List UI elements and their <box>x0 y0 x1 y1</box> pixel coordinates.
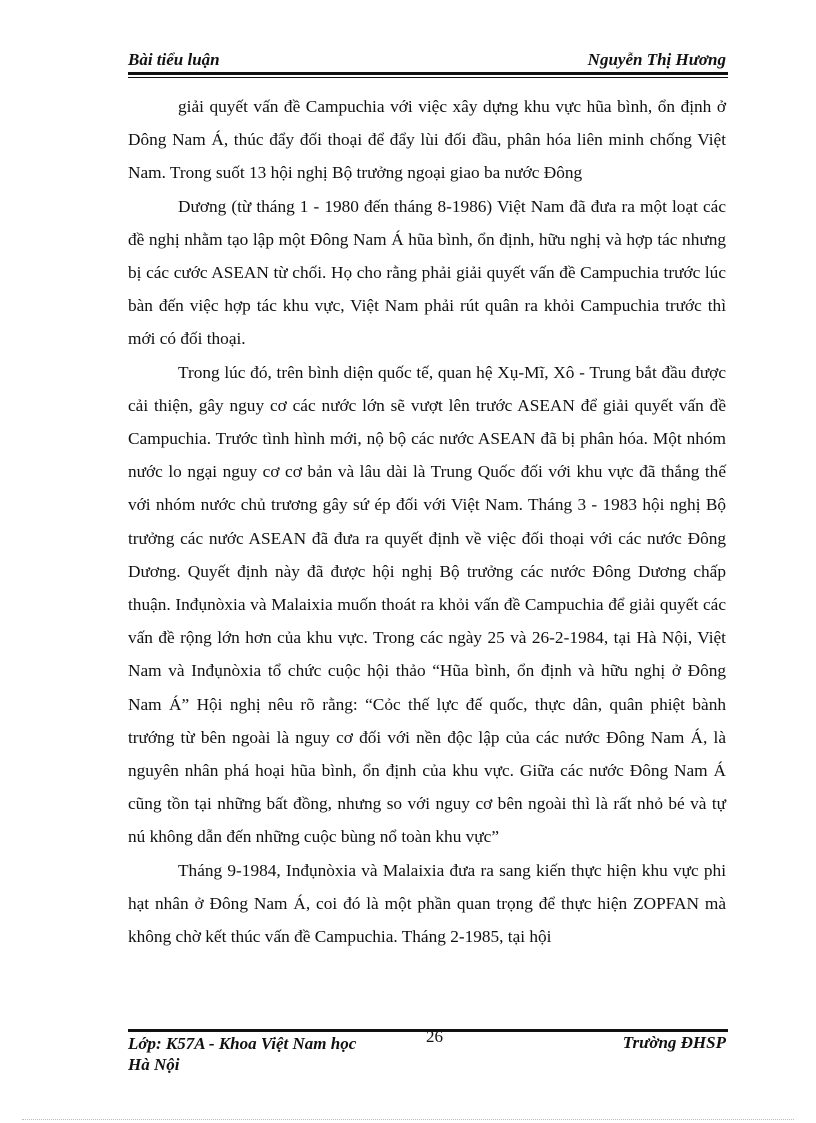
paragraph: Trong lúc đó, trên bình diện quốc tế, quan hệ Xụ-Mĩ, Xô - Trung bắt đầu được cải thiện, gây nguy cơ các nước lớn sẽ vượt lên trước ASEAN để giải quyết vấn đề Campuchia. Trước tình hình mới, nộ bộ các nước ASEAN đã bị phân hóa. Một nhóm nước lo ngại nguy cơ cơ bản và lâu dài là Trung Quốc đối với khu vực đã thắng thế với nhóm nước chủ trương gây sứ ép đối với Việt Nam. Tháng 3 - 1983 hội nghị Bộ trưởng các nước ASEAN đã đưa ra quyết định về việc đối thoại với các nước Đông Dương. Quyết định này đã được hội nghị Bộ trưởng các nước Đông Dương chấp thuận. Inđụnòxia và Malaixia muốn thoát ra khỏi vấn đề Campuchia để giải quyết các vấn đề rộng lớn hơn của khu vực. Trong các ngày 25 và 26-2-1984, tại Hà Nội, Việt Nam và Inđụnòxia tổ chức cuộc hội thảo “Hũa bình, ổn định và hữu nghị ở Đông Nam Á” Hội nghị nêu rõ rằng: “Cỏc thế lực đế quốc, thực dân, quân phiệt bành trướng từ bên ngoài là nguy cơ đối với nền độc lập của các nước Đông Nam Á, là nguyên nhân phá hoại hũa bình, ổn định của khu vực. Giữa các nước Đông Nam Á cũng tồn tại những bất đồng, nhưng so với nguy cơ bên ngoài thì là rất nhỏ bé và tự nú không dẫn đến những cuộc bùng nổ toàn khu vực” <box>128 362 726 847</box>
header-author: Nguyễn Thị Hương <box>587 50 726 69</box>
paragraph: Dương (từ tháng 1 - 1980 đến tháng 8-1986) Việt Nam đã đưa ra một loạt các đề nghị nhằm tạo lập một Đông Nam Á hũa bình, ổn định, hữu nghị và hợp tác nhưng bị các cước ASEAN từ chối. Họ cho rằng phải giải quyết vấn đề Campuchia trước lúc bàn đến việc hợp tác khu vực, Việt Nam phải rút quân ra khỏi Campuchia trước thì mới có đối thoại. <box>128 196 726 349</box>
footer-city: Hà Nội <box>128 1055 180 1074</box>
paragraph: Tháng 9-1984, Inđụnòxia và Malaixia đưa ra sang kiến thực hiện khu vực phi hạt nhân ở Đông Nam Á, coi đó là một phần quan trọng để thực hiện ZOPFAN mà không chờ kết thúc vấn đề Campuchia. Tháng 2-1985, tại hội <box>128 860 726 947</box>
page-footer <box>128 1027 726 1083</box>
footer-class: Lớp: K57A - Khoa Việt Nam học <box>128 1034 357 1053</box>
page-header <box>128 50 726 72</box>
document-body <box>128 90 726 953</box>
footer-school: Trường ĐHSP <box>622 1033 726 1052</box>
header-divider <box>128 72 728 75</box>
paragraph: giải quyết vấn đề Campuchia với việc xây dựng khu vực hũa bình, ổn định ở Dông Nam Á, thúc đẩy đối thoại để đẩy lùi đối đầu, phân hóa liên minh chống Việt Nam. Trong suốt 13 hội nghị Bộ trưởng ngoại giao ba nước Đông <box>128 97 726 183</box>
page-number: 26 <box>426 1027 443 1046</box>
page-edge-dotted-line <box>22 1119 794 1120</box>
header-title: Bài tiểu luận <box>128 50 220 69</box>
